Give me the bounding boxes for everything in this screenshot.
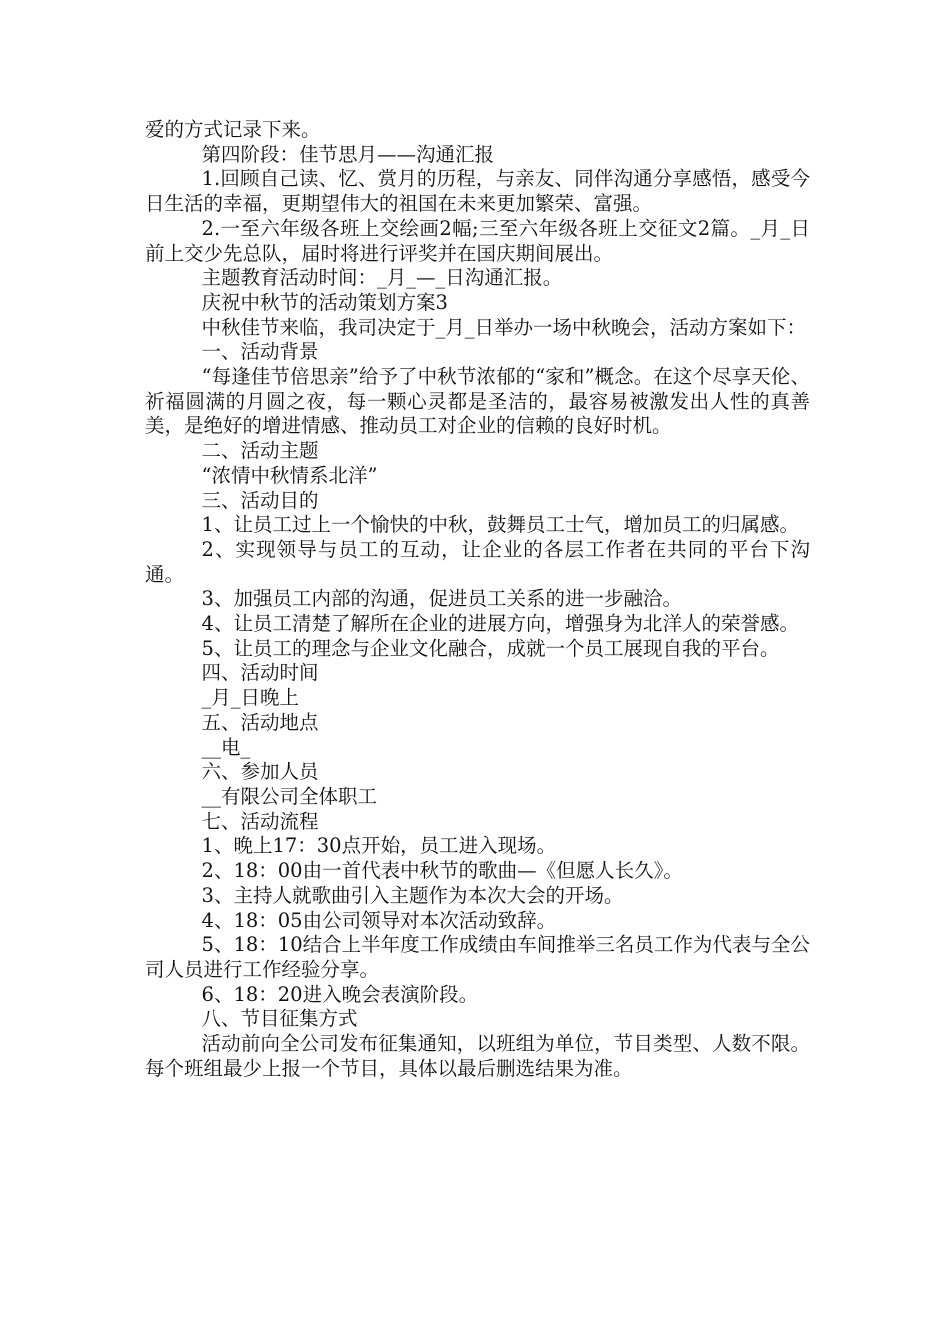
paragraph: 七、活动流程	[201, 809, 319, 833]
paragraph: 一、活动背景	[201, 340, 319, 364]
paragraph: 2.一至六年级各班上交绘画2幅;三至六年级各班上交征文2篇。_月_日前上交少先总队，届时将进行评奖并在国庆期间展出。	[145, 216, 810, 265]
paragraph: 中秋佳节来临，我司决定于_月_日举办一场中秋晚会，活动方案如下：	[201, 315, 807, 339]
paragraph: 六、参加人员	[201, 760, 319, 784]
paragraph: 二、活动主题	[201, 439, 319, 463]
paragraph: 1、让员工过上一个愉快的中秋，鼓舞员工士气，增加员工的归属感。	[201, 513, 799, 537]
paragraph: 3、加强员工内部的沟通，促进员工关系的进一步融洽。	[201, 587, 682, 611]
paragraph: 活动前向全公司发布征集通知，以班组为单位，节目类型、人数不限。每个班组最少上报一个节目，具体以最后删选结果为准。	[145, 1032, 810, 1080]
paragraph: 爱的方式记录下来。	[145, 118, 321, 141]
paragraph: _月_日晚上	[201, 686, 300, 710]
paragraph: 4、让员工清楚了解所在企业的进展方向，增强身为北洋人的荣誉感。	[201, 612, 799, 636]
paragraph: 主题教育活动时间：_月_—_日沟通汇报。	[201, 266, 563, 290]
paragraph: 1、晚上17：30点开始，员工进入现场。	[201, 834, 557, 858]
paragraph: 5、让员工的理念与企业文化融合，成就一个员工展现自我的平台。	[201, 636, 780, 660]
paragraph: 第四阶段：佳节思月——沟通汇报	[201, 142, 495, 166]
paragraph: 庆祝中秋节的活动策划方案3	[201, 290, 448, 314]
paragraph: __有限公司全体职工	[201, 784, 378, 808]
paragraph: 三、活动目的	[201, 488, 319, 512]
paragraph: 4、18：05由公司领导对本次活动致辞。	[201, 908, 557, 932]
paragraph: 1.回顾自己读、忆、赏月的历程，与亲友、同伴沟通分享感悟，感受今日生活的幸福，更期望伟大的祖国在未来更加繁荣、富强。	[145, 167, 810, 216]
document-body	[145, 118, 810, 1081]
paragraph: “浓情中秋情系北洋”	[201, 463, 378, 487]
paragraph: 6、18：20进入晚会表演阶段。	[201, 982, 479, 1006]
paragraph: 五、活动地点	[201, 710, 319, 734]
paragraph: 2、实现领导与员工的互动，让企业的各层工作者在共同的平台下沟通。	[145, 537, 810, 586]
paragraph: “每逢佳节倍思亲”给予了中秋节浓郁的“家和”概念。在这个尽享天伦、祈福圆满的月圆之夜，每一颗心灵都是圣洁的，最容易被激发出人性的真善美，是绝好的增进情感、推动员工对企业的信赖的良好时机。	[145, 365, 810, 438]
paragraph: 2、18：00由一首代表中秋节的歌曲—《但愿人长久》。	[201, 859, 683, 883]
paragraph: __电_	[201, 735, 251, 759]
paragraph: 3、主持人就歌曲引入主题作为本次大会的开场。	[201, 883, 624, 907]
paragraph: 5、18：10结合上半年度工作成绩由车间推举三名员工作为代表与全公司人员进行工作经验分享。	[145, 933, 810, 981]
paragraph: 八、节目征集方式	[201, 1007, 358, 1031]
paragraph: 四、活动时间	[201, 661, 319, 685]
